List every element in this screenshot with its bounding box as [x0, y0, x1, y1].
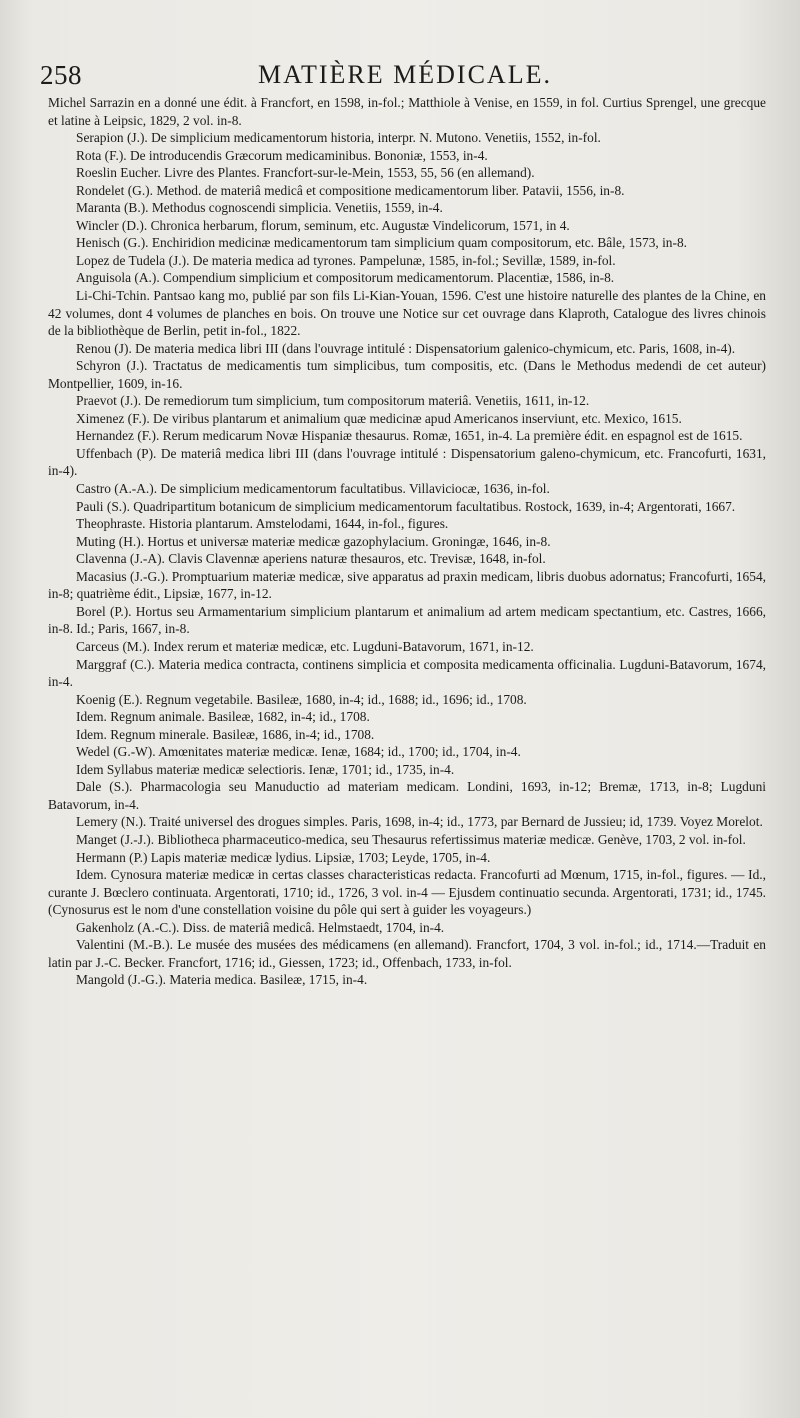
bibliography-entry: Manget (J.-J.). Bibliotheca pharmaceutico-medica, seu Thesaurus refertissimus materiæ medicæ. Genève, 1703, 2 vol. in-fol.	[76, 831, 746, 847]
bibliography-entry: Lopez de Tudela (J.). De materia medica ad tyrones. Pampelunæ, 1585, in-fol.; Sevillæ, 1589, in-fol.	[76, 252, 616, 268]
bibliography-entry: Idem. Cynosura materiæ medicæ in certas classes characteristicas redacta. Francofurti ad Mœnum, 1715, in-fol., figures. — Id., curante J. Bœclero continuata. Argentorati, 1710; id., 1726, 3 vol. in-4 — Ejusdem continuatio secunda. Argentorati, 1731; id., 1745. (Cynosurus est le nom d'une constellation voisine du pôle qui sert à guider les voyageurs.)	[48, 867, 766, 918]
bibliography-entry: Idem Syllabus materiæ medicæ selectioris. Ienæ, 1701; id., 1735, in-4.	[76, 761, 455, 777]
bibliography-entry: Valentini (M.-B.). Le musée des musées des médicamens (en allemand). Francfort, 1704, 3 vol. in-fol.; id., 1714.—Traduit en latin par J.-C. Becker. Francfort, 1716; id., Giessen, 1723; id., Offenbach, 1733, in-fol.	[48, 937, 766, 970]
bibliography-entry: Lemery (N.). Traité universel des drogues simples. Paris, 1698, in-4; id., 1773, par Bernard de Jussieu; id, 1739. Voyez Morelot.	[76, 814, 763, 830]
running-title: MATIÈRE MÉDICALE.	[258, 60, 552, 89]
bibliography-entry: Castro (A.-A.). De simplicium medicamentorum facultatibus. Villaviciocæ, 1636, in-fol.	[76, 481, 550, 497]
bibliography-entry: Hernandez (F.). Rerum medicarum Novæ Hispaniæ thesaurus. Romæ, 1651, in-4. La première édit. en espagnol est de 1615.	[76, 428, 743, 444]
bibliography-entry: Hermann (P.) Lapis materiæ medicæ lydius. Lipsiæ, 1703; Leyde, 1705, in-4.	[76, 849, 491, 865]
bibliography-entry: Maranta (B.). Methodus cognoscendi simplicia. Venetiis, 1559, in-4.	[76, 200, 443, 216]
bibliography-entry: Michel Sarrazin en a donné une édit. à Francfort, en 1598, in-fol.; Matthiole à Venise, en 1559, in fol. Curtius Sprengel, une grecque et latine à Leipsic, 1829, 2 vol. in-8.	[48, 95, 766, 128]
bibliography-entry: Theophraste. Historia plantarum. Amstelodami, 1644, in-fol., figures.	[76, 516, 449, 532]
bibliography-entry: Ximenez (F.). De viribus plantarum et animalium quæ medicinæ apud Americanos inserviunt, etc. Mexico, 1615.	[76, 410, 682, 426]
bibliography-entry: Wincler (D.). Chronica herbarum, florum, seminum, etc. Augustæ Vindelicorum, 1571, in 4.	[76, 217, 570, 233]
bibliography-entry: Roeslin Eucher. Livre des Plantes. Francfort-sur-le-Mein, 1553, 55, 56 (en allemand).	[76, 165, 535, 181]
bibliography-entry: Praevot (J.). De remediorum tum simplicium, tum compositorum materiâ. Venetiis, 1611, in-12.	[76, 393, 590, 409]
bibliography-entry: Wedel (G.-W). Amœnitates materiæ medicæ. Ienæ, 1684; id., 1700; id., 1704, in-4.	[76, 744, 521, 760]
bibliography-entry: Li-Chi-Tchin. Pantsao kang mo, publié par son fils Li-Kian-Youan, 1596. C'est une histoire naturelle des plantes de la Chine, en 42 volumes, dont 4 volumes de planches en bois. On trouve une Notice sur cet ouvrage dans Klaproth, Catalogue des livres chinois de la bibliothèque de Berlin, petit in-fol., 1822.	[48, 288, 766, 339]
bibliography-entry: Anguisola (A.). Compendium simplicium et compositorum medicamentorum. Placentiæ, 1586, in-8.	[76, 270, 615, 286]
bibliography-entry: Gakenholz (A.-C.). Diss. de materiâ medicâ. Helmstaedt, 1704, in-4.	[76, 919, 445, 935]
bibliography-entry: Rondelet (G.). Method. de materiâ medicâ et compositione medicamentorum liber. Patavii, 1556, in-8.	[76, 182, 625, 198]
bibliography-entry: Macasius (J.-G.). Promptuarium materiæ medicæ, sive apparatus ad praxin medicam, libris duobus adornatus; Francofurti, 1654, in-8; quatrième édit., Lipsiæ, 1677, in-12.	[48, 568, 766, 602]
bibliography-entry: Serapion (J.). De simplicium medicamentorum historia, interpr. N. Mutono. Venetiis, 1552, in-fol.	[76, 130, 601, 146]
bibliography-entry: Henisch (G.). Enchiridion medicinæ medicamentorum tam simplicium quam compositorum, etc. Bâle, 1573, in-8.	[76, 235, 688, 251]
bibliography-entry: Idem. Regnum minerale. Basileæ, 1686, in-4; id., 1708.	[76, 726, 375, 742]
bibliography-entry: Rota (F.). De introducendis Græcorum medicaminibus. Bononiæ, 1553, in-4.	[76, 147, 488, 163]
bibliography-entry: Mangold (J.-G.). Materia medica. Basileæ, 1715, in-4.	[76, 972, 368, 988]
bibliography-list	[48, 94, 766, 989]
bibliography-entry: Clavenna (J.-A). Clavis Clavennæ aperiens naturæ thesauros, etc. Trevisæ, 1648, in-fol.	[76, 551, 546, 567]
bibliography-entry: Muting (H.). Hortus et universæ materiæ medicæ gazophylacium. Groningæ, 1646, in-8.	[76, 533, 551, 549]
page-number: 258	[40, 60, 82, 90]
bibliography-entry: Schyron (J.). Tractatus de medicamentis tum simplicibus, tum compositis, etc. (Dans le Methodus medendi de cet auteur) Montpellier, 1609, in-16.	[48, 358, 766, 391]
page-header	[40, 60, 780, 94]
bibliography-entry: Carceus (M.). Index rerum et materiæ medicæ, etc. Lugduni-Batavorum, 1671, in-12.	[76, 638, 534, 654]
bibliography-entry: Marggraf (C.). Materia medica contracta, continens simplicia et composita medicamenta officinalia. Lugduni-Batavorum, 1674, in-4.	[48, 656, 766, 690]
bibliography-entry: Koenig (E.). Regnum vegetabile. Basileæ, 1680, in-4; id., 1688; id., 1696; id., 1708.	[76, 691, 527, 707]
bibliography-entry: Renou (J). De materia medica libri III (dans l'ouvrage intitulé : Dispensatorium galenico-chymicum, etc. Paris, 1608, in-4).	[76, 340, 736, 356]
bibliography-entry: Idem. Regnum animale. Basileæ, 1682, in-4; id., 1708.	[76, 709, 370, 725]
bibliography-entry: Pauli (S.). Quadripartitum botanicum de simplicium medicamentorum facultatibus. Rostock, 1639, in-4; Argentorati, 1667.	[76, 498, 736, 514]
bibliography-entry: Dale (S.). Pharmacologia seu Manuductio ad materiam medicam. Londini, 1693, in-12; Bremæ, 1713, in-8; Lugduni Batavorum, in-4.	[48, 779, 766, 812]
bibliography-entry: Borel (P.). Hortus seu Armamentarium simplicium plantarum et animalium ad artem medicam spectantium, etc. Castres, 1666, in-8. Id.; Paris, 1667, in-8.	[48, 603, 766, 637]
bibliography-entry: Uffenbach (P). De materiâ medica libri III (dans l'ouvrage intitulé : Dispensatorium galeno-chymicum, etc. Francofurti, 1631, in-4).	[48, 445, 766, 479]
